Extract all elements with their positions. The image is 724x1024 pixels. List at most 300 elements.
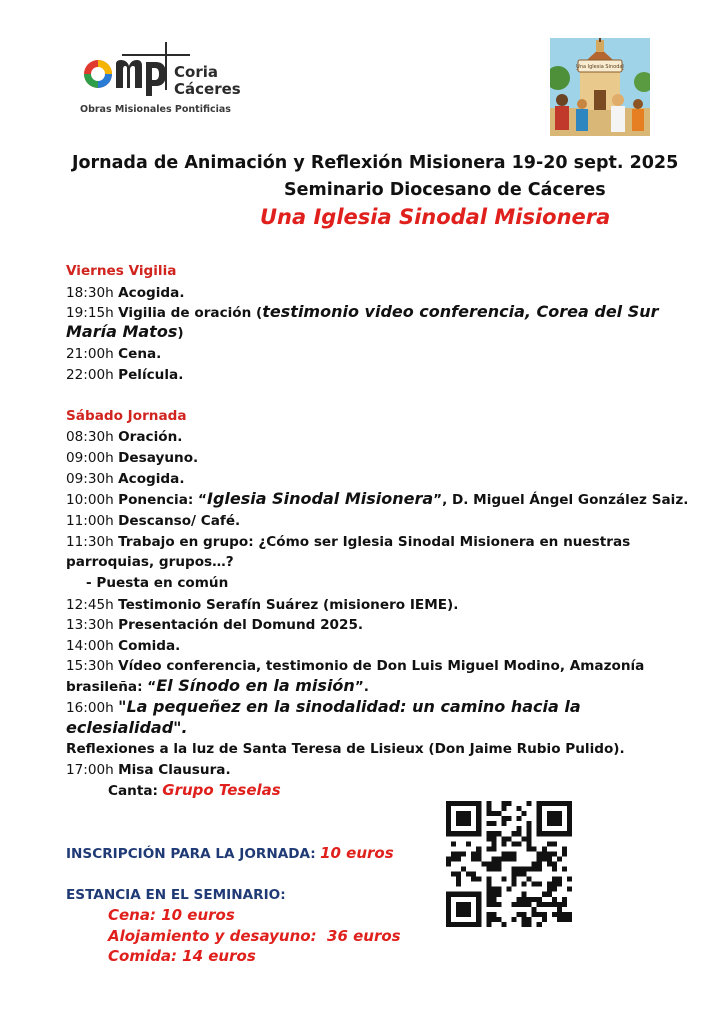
qr-module xyxy=(512,917,517,922)
church-illustration-icon xyxy=(550,38,650,136)
item-text: Presentación del Domund 2025. xyxy=(118,617,364,633)
qr-module xyxy=(537,821,542,826)
item-text: Película. xyxy=(118,367,184,383)
qr-module xyxy=(522,902,527,907)
qr-module xyxy=(522,922,527,927)
qr-module xyxy=(476,851,481,856)
qr-module xyxy=(557,912,562,917)
qr-module xyxy=(522,811,527,816)
qr-module xyxy=(567,826,572,831)
qr-module xyxy=(491,897,496,902)
qr-module xyxy=(486,831,491,836)
qr-module xyxy=(466,811,471,816)
qr-module xyxy=(557,831,562,836)
qr-module xyxy=(456,856,461,861)
qr-module xyxy=(557,821,562,826)
qr-module xyxy=(461,867,466,872)
item-text: Desayuno. xyxy=(118,450,199,466)
qr-module xyxy=(486,801,491,806)
qr-module xyxy=(547,851,552,856)
qr-module xyxy=(527,897,532,902)
qr-module xyxy=(527,821,532,826)
qr-module xyxy=(522,872,527,877)
saturday-item-8 xyxy=(66,637,180,655)
qr-module xyxy=(451,801,456,806)
registration-label: INSCRIPCIÓN PARA LA JORNADA: xyxy=(66,846,316,862)
qr-module xyxy=(552,902,557,907)
qr-module xyxy=(542,912,547,917)
qr-module xyxy=(476,877,481,882)
qr-module xyxy=(557,877,562,882)
saturday-item-4 xyxy=(66,512,240,530)
qr-module xyxy=(471,831,476,836)
qr-module xyxy=(522,867,527,872)
registration-line xyxy=(66,844,394,863)
qr-module xyxy=(542,851,547,856)
qr-module xyxy=(461,816,466,821)
qr-module xyxy=(496,861,501,866)
item-text: Acogida. xyxy=(118,285,185,301)
qr-module xyxy=(517,867,522,872)
item-time: 13:30h xyxy=(66,617,114,633)
item-text-italic: "La pequeñez en la sinodalidad: un camino hacia la xyxy=(118,697,581,716)
qr-module xyxy=(461,851,466,856)
qr-module xyxy=(517,826,522,831)
item-time: 11:30h xyxy=(66,534,114,550)
qr-module xyxy=(506,801,511,806)
item-text: Trabajo en grupo: ¿Cómo ser Iglesia Sinodal Misionera en nuestras xyxy=(118,534,631,550)
qr-module xyxy=(552,867,557,872)
qr-module xyxy=(512,841,517,846)
qr-module xyxy=(537,831,542,836)
qr-module xyxy=(542,846,547,851)
item-time: 12:45h xyxy=(66,597,114,613)
friday-item-1-cont xyxy=(66,323,184,342)
saturday-item-11 xyxy=(66,761,231,779)
saturday-item-1 xyxy=(66,449,198,467)
item-text: ) xyxy=(177,325,184,341)
qr-module xyxy=(552,841,557,846)
qr-module xyxy=(567,831,572,836)
qr-module xyxy=(446,912,451,917)
qr-module xyxy=(446,861,451,866)
qr-module xyxy=(552,882,557,887)
qr-module xyxy=(496,831,501,836)
qr-module xyxy=(537,826,542,831)
qr-module xyxy=(522,882,527,887)
qr-module xyxy=(527,867,532,872)
qr-module xyxy=(446,897,451,902)
qr-module xyxy=(537,882,542,887)
item-text: Vídeo conferencia, testimonio de Don Luis Miguel Modino, Amazonía xyxy=(118,658,645,674)
qr-module xyxy=(491,856,496,861)
saturday-item-5 xyxy=(66,533,630,551)
qr-module xyxy=(517,806,522,811)
qr-module xyxy=(547,831,552,836)
qr-module xyxy=(491,821,496,826)
qr-module xyxy=(501,851,506,856)
qr-module xyxy=(512,831,517,836)
stay-label: ESTANCIA EN EL SEMINARIO: xyxy=(66,887,286,903)
qr-module xyxy=(456,912,461,917)
qr-module xyxy=(491,917,496,922)
qr-module xyxy=(446,806,451,811)
qr-module xyxy=(461,892,466,897)
qr-module xyxy=(527,877,532,882)
qr-module xyxy=(552,816,557,821)
item-text: Ponencia: “ xyxy=(118,492,207,508)
qr-module xyxy=(522,917,527,922)
qr-module xyxy=(486,806,491,811)
item-text-italic: testimonio video conferencia, Corea del Sur xyxy=(262,302,659,321)
qr-module xyxy=(527,826,532,831)
qr-module xyxy=(446,902,451,907)
qr-module xyxy=(517,831,522,836)
item-time: 19:15h xyxy=(66,305,114,321)
qr-module xyxy=(542,917,547,922)
qr-module xyxy=(446,801,451,806)
qr-module xyxy=(552,831,557,836)
qr-module xyxy=(567,811,572,816)
qr-module xyxy=(486,882,491,887)
saturday-item-6 xyxy=(66,596,458,614)
qr-module xyxy=(471,892,476,897)
saturday-item-2 xyxy=(66,470,185,488)
qr-module xyxy=(476,897,481,902)
qr-module xyxy=(506,851,511,856)
qr-module xyxy=(491,887,496,892)
qr-module xyxy=(456,851,461,856)
qr-module xyxy=(476,912,481,917)
qr-module xyxy=(557,907,562,912)
item-time: 17:00h xyxy=(66,762,114,778)
qr-module xyxy=(567,917,572,922)
qr-module xyxy=(532,912,537,917)
qr-module xyxy=(512,867,517,872)
title-line-3: Una Iglesia Sinodal Misionera xyxy=(260,205,611,229)
qr-code-icon xyxy=(446,801,572,927)
qr-module xyxy=(476,892,481,897)
item-time: 18:30h xyxy=(66,285,114,301)
qr-module xyxy=(552,912,557,917)
qr-module xyxy=(547,821,552,826)
saturday-item-10-cont xyxy=(66,719,188,738)
qr-module xyxy=(527,846,532,851)
qr-module xyxy=(562,831,567,836)
saturday-item-9-cont xyxy=(66,677,369,696)
qr-module xyxy=(562,917,567,922)
logo-text-coria: Coria xyxy=(174,63,218,81)
qr-module xyxy=(567,816,572,821)
qr-module xyxy=(567,801,572,806)
qr-module xyxy=(517,872,522,877)
item-time: 09:00h xyxy=(66,450,114,466)
qr-module xyxy=(517,902,522,907)
illustration-sign-text: Una Iglesia Sinodal xyxy=(576,64,624,70)
qr-module xyxy=(451,831,456,836)
item-text: Cena. xyxy=(118,346,162,362)
qr-module xyxy=(491,831,496,836)
item-text: Comida. xyxy=(118,638,181,654)
item-text: ”. xyxy=(354,679,369,695)
qr-module xyxy=(476,806,481,811)
item-text-italic: Iglesia Sinodal Misionera xyxy=(207,489,434,508)
qr-module xyxy=(486,902,491,907)
qr-module xyxy=(491,867,496,872)
qr-module xyxy=(446,826,451,831)
qr-module xyxy=(496,892,501,897)
registration-value: 10 euros xyxy=(320,844,394,862)
qr-module xyxy=(557,816,562,821)
qr-module xyxy=(476,816,481,821)
church-illustration xyxy=(550,38,650,136)
qr-module xyxy=(537,912,542,917)
qr-module xyxy=(552,801,557,806)
qr-module xyxy=(486,897,491,902)
qr-module xyxy=(512,877,517,882)
qr-module xyxy=(456,811,461,816)
qr-module xyxy=(542,831,547,836)
saturday-item-5-cont xyxy=(66,553,234,571)
saturday-item-9 xyxy=(66,657,644,675)
stay-item-0: Cena: 10 euros xyxy=(108,906,235,924)
qr-module xyxy=(506,887,511,892)
saturday-item-10 xyxy=(66,698,581,717)
qr-module xyxy=(517,912,522,917)
qr-module xyxy=(466,801,471,806)
item-text: Testimonio Serafín Suárez (misionero IEME). xyxy=(118,597,459,613)
qr-module xyxy=(456,902,461,907)
qr-module xyxy=(486,887,491,892)
qr-module xyxy=(456,816,461,821)
qr-module xyxy=(552,811,557,816)
qr-module xyxy=(557,801,562,806)
qr-module xyxy=(542,856,547,861)
omp-logo xyxy=(80,38,250,118)
qr-module xyxy=(527,917,532,922)
qr-module xyxy=(567,912,572,917)
item-text: Acogida. xyxy=(118,471,185,487)
qr-module xyxy=(542,902,547,907)
qr-module xyxy=(486,877,491,882)
qr-module xyxy=(527,831,532,836)
qr-module xyxy=(471,922,476,927)
qr-module xyxy=(491,902,496,907)
qr-module xyxy=(506,856,511,861)
qr-module xyxy=(486,912,491,917)
qr-module xyxy=(501,841,506,846)
item-text: Reflexiones a la luz de Santa Teresa de Lisieux (Don Jaime Rubio Pulido). xyxy=(66,741,625,757)
qr-module xyxy=(486,836,491,841)
item-time: 14:00h xyxy=(66,638,114,654)
qr-module xyxy=(562,897,567,902)
qr-module xyxy=(512,872,517,877)
qr-module xyxy=(552,861,557,866)
qr-module xyxy=(461,811,466,816)
qr-module xyxy=(537,816,542,821)
qr-module xyxy=(557,902,562,907)
qr-module xyxy=(547,892,552,897)
qr-module xyxy=(456,821,461,826)
qr-module xyxy=(527,841,532,846)
qr-module xyxy=(466,902,471,907)
saturday-item-10-note xyxy=(66,740,625,758)
qr-module xyxy=(562,851,567,856)
saturday-item-5-bullet xyxy=(86,574,228,592)
qr-module xyxy=(506,816,511,821)
qr-module xyxy=(552,887,557,892)
sings-line xyxy=(108,781,281,800)
qr-module xyxy=(456,907,461,912)
qr-module xyxy=(496,917,501,922)
qr-module xyxy=(491,841,496,846)
qr-module xyxy=(532,897,537,902)
qr-module xyxy=(532,861,537,866)
item-text-italic: eclesialidad". xyxy=(66,718,188,737)
qr-module xyxy=(456,872,461,877)
item-text: Oración. xyxy=(118,429,183,445)
sings-value: Grupo Teselas xyxy=(162,781,281,799)
item-time: 16:00h xyxy=(66,700,114,716)
qr-module xyxy=(481,861,486,866)
qr-module xyxy=(552,821,557,826)
qr-module xyxy=(476,821,481,826)
qr-module xyxy=(446,917,451,922)
stay-item-2: Comida: 14 euros xyxy=(108,947,256,965)
qr-module xyxy=(517,816,522,821)
qr-module xyxy=(537,811,542,816)
qr-module xyxy=(491,811,496,816)
qr-module xyxy=(501,836,506,841)
qr-module xyxy=(537,902,542,907)
qr-module xyxy=(537,897,542,902)
qr-module xyxy=(461,902,466,907)
qr-module xyxy=(527,801,532,806)
qr-module xyxy=(512,851,517,856)
saturday-item-0 xyxy=(66,428,182,446)
qr-module xyxy=(456,801,461,806)
qr-module xyxy=(547,902,552,907)
qr-module xyxy=(501,922,506,927)
item-time: 22:00h xyxy=(66,367,114,383)
qr-module xyxy=(537,851,542,856)
qr-module xyxy=(491,912,496,917)
qr-module xyxy=(527,902,532,907)
qr-module xyxy=(451,892,456,897)
qr-module xyxy=(466,841,471,846)
qr-module xyxy=(522,836,527,841)
qr-module xyxy=(557,917,562,922)
qr-module xyxy=(486,861,491,866)
qr-module xyxy=(461,801,466,806)
qr-module xyxy=(557,856,562,861)
qr-module xyxy=(567,887,572,892)
logo-subtitle: Obras Misionales Pontificias xyxy=(80,104,231,115)
qr-module xyxy=(537,806,542,811)
stay-item-1: Alojamiento y desayuno: 36 euros xyxy=(108,927,401,945)
qr-module xyxy=(491,846,496,851)
qr-module xyxy=(496,902,501,907)
qr-module xyxy=(466,831,471,836)
qr-module xyxy=(471,877,476,882)
qr-module xyxy=(537,801,542,806)
qr-module xyxy=(562,867,567,872)
qr-module xyxy=(456,831,461,836)
qr-module xyxy=(466,872,471,877)
stay-heading xyxy=(66,886,286,904)
qr-module xyxy=(532,867,537,872)
qr-module xyxy=(461,912,466,917)
qr-module xyxy=(547,801,552,806)
qr-module xyxy=(476,846,481,851)
friday-item-2 xyxy=(66,345,161,363)
item-text: parroquias, grupos…? xyxy=(66,554,234,570)
item-text: Descanso/ Café. xyxy=(118,513,241,529)
qr-module xyxy=(537,856,542,861)
qr-module xyxy=(552,877,557,882)
item-time: 15:30h xyxy=(66,658,114,674)
qr-module xyxy=(491,836,496,841)
qr-module xyxy=(512,882,517,887)
qr-module xyxy=(567,821,572,826)
item-text: - Puesta en común xyxy=(86,575,229,591)
qr-module xyxy=(486,811,491,816)
qr-module xyxy=(486,867,491,872)
qr-module xyxy=(466,912,471,917)
qr-module xyxy=(532,907,537,912)
qr-module xyxy=(552,851,557,856)
qr-module xyxy=(446,856,451,861)
qr-module xyxy=(512,856,517,861)
qr-module xyxy=(446,907,451,912)
qr-code xyxy=(446,801,572,927)
qr-module xyxy=(567,806,572,811)
qr-module xyxy=(537,867,542,872)
qr-module xyxy=(476,831,481,836)
qr-module xyxy=(461,831,466,836)
qr-module xyxy=(446,816,451,821)
item-time: 08:30h xyxy=(66,429,114,445)
title-line-1: Jornada de Animación y Reflexión Misionera 19-20 sept. 2025 xyxy=(72,153,679,173)
qr-module xyxy=(517,841,522,846)
item-text: ”, D. Miguel Ángel González Saiz. xyxy=(433,492,689,508)
qr-module xyxy=(451,872,456,877)
qr-module xyxy=(552,897,557,902)
qr-module xyxy=(501,821,506,826)
item-time: 21:00h xyxy=(66,346,114,362)
item-time: 09:30h xyxy=(66,471,114,487)
qr-module xyxy=(446,892,451,897)
qr-module xyxy=(466,821,471,826)
qr-module xyxy=(451,841,456,846)
qr-module xyxy=(532,846,537,851)
qr-module xyxy=(562,801,567,806)
friday-heading: Viernes Vigilia xyxy=(66,263,177,279)
qr-module xyxy=(567,877,572,882)
qr-module xyxy=(461,922,466,927)
qr-module xyxy=(466,892,471,897)
qr-module xyxy=(532,882,537,887)
qr-module xyxy=(501,801,506,806)
qr-module xyxy=(471,856,476,861)
qr-module xyxy=(547,856,552,861)
qr-module xyxy=(451,856,456,861)
item-time: 11:00h xyxy=(66,513,114,529)
qr-module xyxy=(486,917,491,922)
item-time: 10:00h xyxy=(66,492,114,508)
qr-module xyxy=(456,922,461,927)
qr-module xyxy=(451,851,456,856)
